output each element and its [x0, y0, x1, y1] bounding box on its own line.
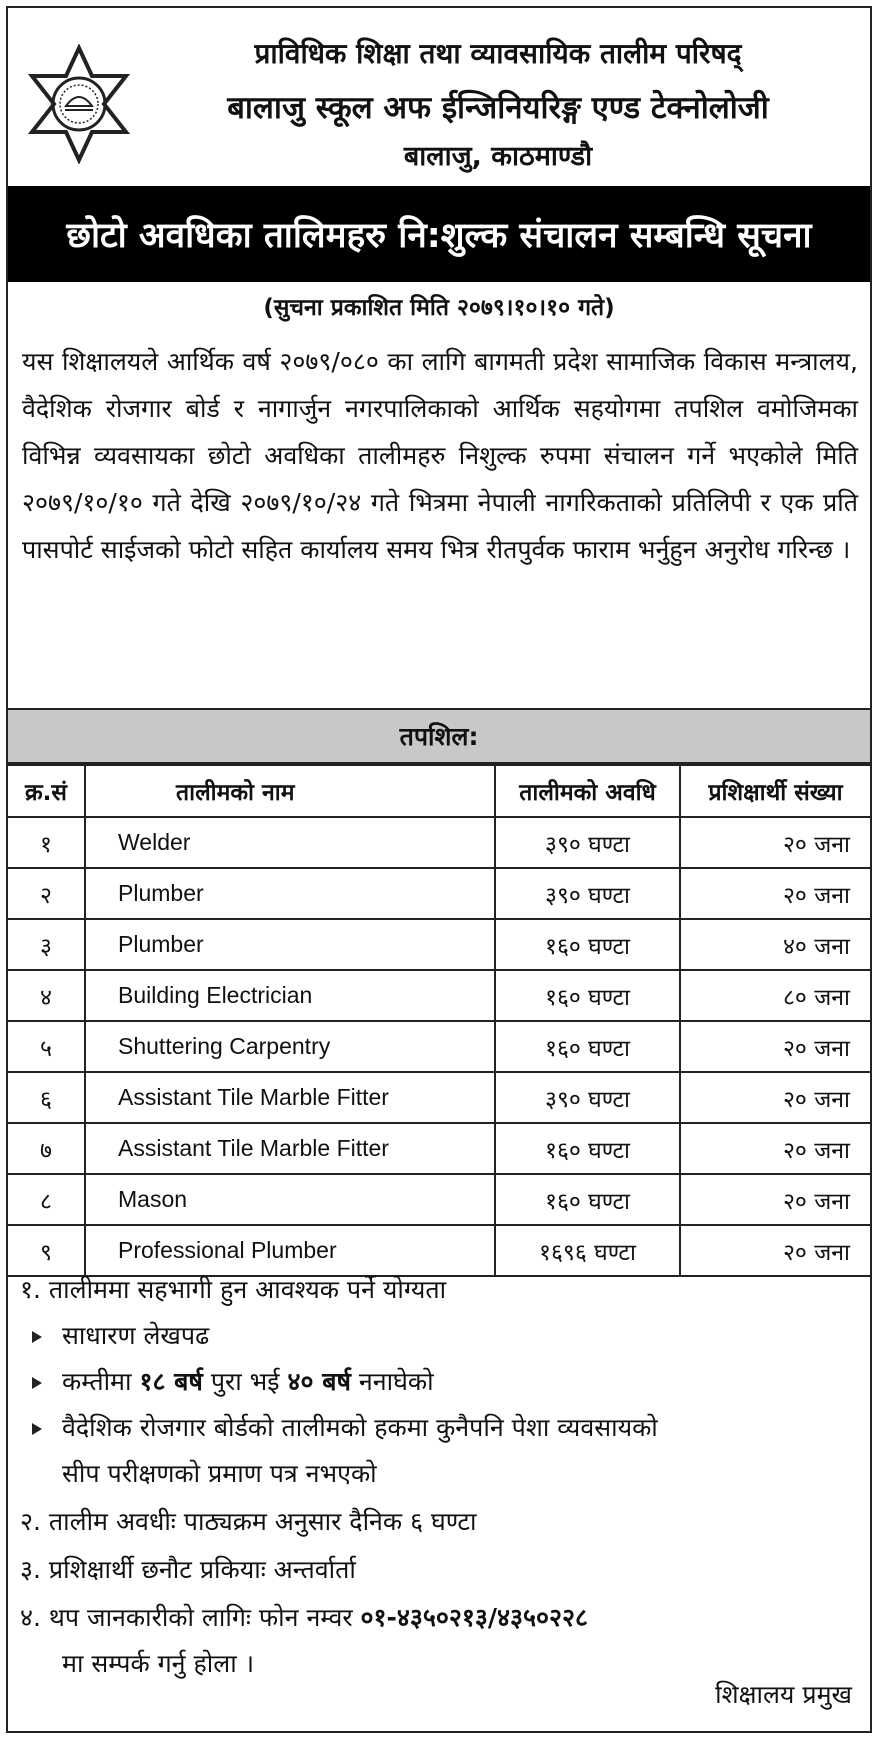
- row-trainees: २० जना: [680, 817, 870, 868]
- row-duration: १६० घण्टा: [495, 919, 680, 970]
- table-row: [8, 1123, 870, 1174]
- requirement-bullet-literacy: [32, 1318, 209, 1352]
- min-age: १८ बर्ष: [139, 1367, 203, 1396]
- row-trainees: ८० जना: [680, 970, 870, 1021]
- row-trainees: ४० जना: [680, 919, 870, 970]
- row-trainees: २० जना: [680, 1123, 870, 1174]
- row-training-name: Welder: [85, 817, 495, 868]
- table-row: [8, 868, 870, 919]
- row-trainees: २० जना: [680, 1225, 870, 1276]
- row-sn: १: [8, 817, 85, 868]
- row-duration: १६० घण्टा: [495, 970, 680, 1021]
- requirement-item-3: ३. प्रशिक्षार्थी छनौट प्रकियाः अन्तर्वार्ता: [20, 1555, 356, 1584]
- row-trainees: २० जना: [680, 868, 870, 919]
- school-address: बालाजु, काठमाण्डौ: [403, 141, 593, 172]
- training-table: [8, 764, 870, 1277]
- bullet-text: पुरा भई: [210, 1367, 280, 1396]
- table-row: [8, 1021, 870, 1072]
- requirement-item-2: २. तालीम अवधीः पाठ्यक्रम अनुसार दैनिक ६ घण्टा: [20, 1507, 477, 1536]
- row-training-name: Assistant Tile Marble Fitter: [85, 1072, 495, 1123]
- requirement-item-1: १. तालीममा सहभागी हुन आवश्यक पर्ने योग्यता: [20, 1275, 447, 1304]
- bullet-arrow-icon: [32, 1377, 42, 1389]
- table-row: [8, 1174, 870, 1225]
- row-trainees: २० जना: [680, 1072, 870, 1123]
- row-duration: १६९६ घण्टा: [495, 1225, 680, 1276]
- row-duration: ३९० घण्टा: [495, 817, 680, 868]
- row-training-name: Plumber: [85, 919, 495, 970]
- ctevt-emblem-icon: [24, 44, 134, 164]
- table-row: [8, 1225, 870, 1276]
- phone-number: ०१-४३५०२१३/४३५०२२८: [360, 1603, 589, 1632]
- column-header-trainees: प्रशिक्षार्थी संख्या: [680, 765, 870, 817]
- row-duration: १६० घण्टा: [495, 1174, 680, 1225]
- bullet-arrow-icon: [32, 1331, 42, 1343]
- bullet-text: साधारण लेखपढ: [62, 1321, 210, 1350]
- row-duration: १६० घण्टा: [495, 1021, 680, 1072]
- row-training-name: Professional Plumber: [85, 1225, 495, 1276]
- row-duration: १६० घण्टा: [495, 1123, 680, 1174]
- row-trainees: २० जना: [680, 1021, 870, 1072]
- table-header-row: [8, 765, 870, 817]
- row-sn: ८: [8, 1174, 85, 1225]
- bullet-text: कम्तीमा: [62, 1367, 132, 1396]
- row-training-name: Shuttering Carpentry: [85, 1021, 495, 1072]
- table-row: [8, 1072, 870, 1123]
- row-sn: ५: [8, 1021, 85, 1072]
- row-sn: ७: [8, 1123, 85, 1174]
- published-date: (सुचना प्रकाशित मिति २०७९।१०।१० गते): [263, 295, 615, 321]
- requirement-bullet-certificate: [32, 1410, 658, 1444]
- body-paragraph: यस शिक्षालयले आर्थिक वर्ष २०७९/०८० का लागि बागमती प्रदेश सामाजिक विकास मन्त्रालय, वैदेशिक रोजगार बोर्ड र नागार्जुन नगरपालिकाको आर्थिक सहयोगमा तपशिल वमोजिमका विभिन्न व्यवसायका छोटो अवधिका तालीमहरु निशुल्क रुपमा संचालन गर्ने भएकोले मिति २०७९/१०/१० गते देखि २०७९/१०/२४ गते भित्रमा नेपाली नागरिकताको प्रतिलिपी र एक प्रति पासपोर्ट साईजको फोटो सहित कार्यालय समय भित्र रीतपुर्वक फाराम भर्नुहुन अनुरोध गरिन्छ ।: [22, 347, 858, 564]
- column-header-name: तालीमको नाम: [85, 765, 495, 817]
- parent-organization: प्राविधिक शिक्षा तथा व्यावसायिक तालीम परिषद्: [254, 37, 742, 70]
- table-row: [8, 970, 870, 1021]
- school-name: बालाजु स्कूल अफ ईन्जिनियरिङ्ग एण्ड टेक्नोलोजी: [227, 90, 769, 126]
- row-training-name: Building Electrician: [85, 970, 495, 1021]
- requirement-bullet-certificate-cont: सीप परीक्षणको प्रमाण पत्र नभएको: [62, 1459, 377, 1488]
- requirement-item-4-cont: मा सम्पर्क गर्नु होला ।: [62, 1649, 255, 1678]
- row-training-name: Plumber: [85, 868, 495, 919]
- row-duration: ३९० घण्टा: [495, 868, 680, 919]
- bullet-text: ननाघेको: [358, 1367, 434, 1396]
- requirement-bullet-age: [32, 1364, 434, 1398]
- table-row: [8, 919, 870, 970]
- column-header-duration: तालीमको अवधि: [495, 765, 680, 817]
- row-sn: ९: [8, 1225, 85, 1276]
- row-trainees: २० जना: [680, 1174, 870, 1225]
- row-sn: ६: [8, 1072, 85, 1123]
- bullet-text: वैदेशिक रोजगार बोर्डको तालीमको हकमा कुनैपनि पेशा व्यवसायको: [62, 1413, 658, 1442]
- table-heading: तपशिल:: [8, 708, 870, 764]
- notice-document: [6, 6, 872, 1733]
- row-sn: ३: [8, 919, 85, 970]
- notice-title: छोटो अवधिका तालिमहरु नि:शुल्क संचालन सम्बन्धि सूचना: [8, 186, 870, 282]
- row-sn: ४: [8, 970, 85, 1021]
- signature: शिक्षालय प्रमुख: [715, 1680, 852, 1709]
- column-header-sn: क्र.सं: [8, 765, 85, 817]
- header: [8, 8, 870, 186]
- row-duration: ३९० घण्टा: [495, 1072, 680, 1123]
- row-training-name: Assistant Tile Marble Fitter: [85, 1123, 495, 1174]
- max-age: ४० बर्ष: [287, 1367, 351, 1396]
- requirement-item-4: [20, 1600, 588, 1634]
- contact-label: ४. थप जानकारीको लागिः फोन नम्वर: [20, 1603, 353, 1632]
- bullet-arrow-icon: [32, 1423, 42, 1435]
- row-training-name: Mason: [85, 1174, 495, 1225]
- row-sn: २: [8, 868, 85, 919]
- table-row: [8, 817, 870, 868]
